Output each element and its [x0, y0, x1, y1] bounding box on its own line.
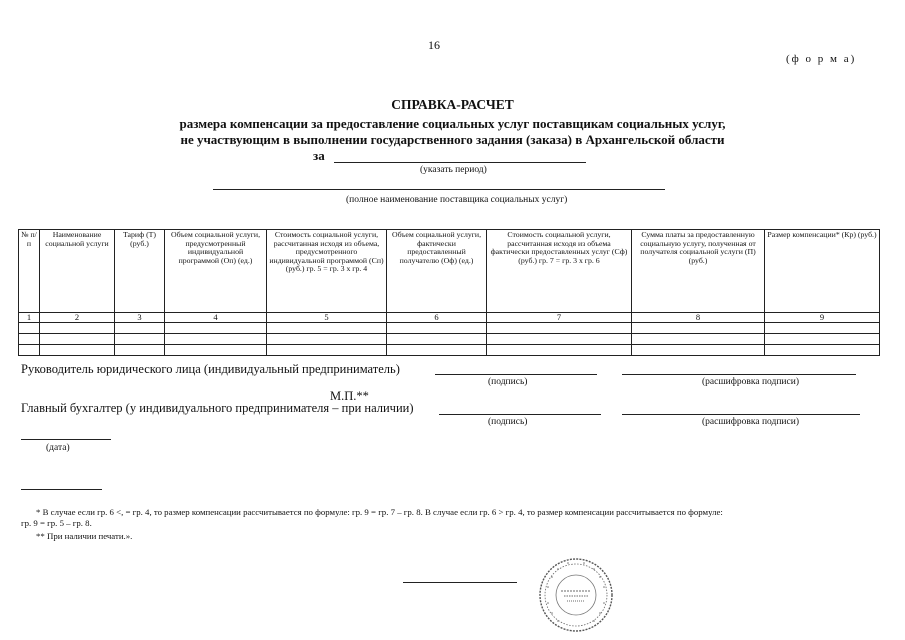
column-number: 3 — [115, 313, 165, 323]
table-header-row — [19, 230, 880, 313]
period-caption: (указать период) — [420, 165, 487, 175]
header-cell-number: № п/п — [19, 230, 40, 313]
table-row — [19, 345, 880, 356]
head-decoding-caption: (расшифровка подписи) — [702, 377, 799, 387]
column-number: 9 — [765, 313, 880, 323]
table-cell[interactable] — [19, 323, 40, 334]
document-subtitle-line2: не участвующим в выполнении государственного задания (заказа) в Архангельской области — [180, 132, 725, 147]
accountant-decoding-line[interactable] — [622, 414, 860, 415]
table-cell[interactable] — [765, 323, 880, 334]
column-number: 6 — [387, 313, 487, 323]
date-field-line[interactable] — [21, 439, 111, 440]
table-cell[interactable] — [387, 323, 487, 334]
table-cell[interactable] — [632, 334, 765, 345]
table-cell[interactable] — [267, 334, 387, 345]
table-cell[interactable] — [487, 345, 632, 356]
header-cell-tariff: Тариф (Т) (руб.) — [115, 230, 165, 313]
table-cell[interactable] — [632, 323, 765, 334]
form-label: (ф о р м а) — [786, 53, 857, 65]
document-title: СПРАВКА-РАСЧЕТ — [391, 97, 514, 112]
table-row — [19, 334, 880, 345]
table-cell[interactable] — [165, 334, 267, 345]
table-cell[interactable] — [487, 323, 632, 334]
date-caption: (дата) — [46, 443, 70, 453]
header-cell-payment: Сумма платы за предоставленную социальную услугу, полученная от получателя социальной услуги (П) (руб.) — [632, 230, 765, 313]
table-cell[interactable] — [115, 345, 165, 356]
head-decoding-line[interactable] — [622, 374, 856, 375]
column-number: 1 — [19, 313, 40, 323]
bottom-signature-line — [403, 582, 517, 583]
period-prefix: за — [313, 148, 325, 163]
table-cell[interactable] — [765, 345, 880, 356]
provider-field-line[interactable] — [213, 189, 665, 190]
table-cell[interactable] — [165, 345, 267, 356]
period-field-line[interactable] — [334, 162, 586, 163]
table-cell[interactable] — [387, 334, 487, 345]
footnote-divider — [21, 489, 102, 490]
column-number: 2 — [40, 313, 115, 323]
accountant-signature-caption: (подпись) — [488, 417, 528, 427]
table-cell[interactable] — [632, 345, 765, 356]
table-cell[interactable] — [487, 334, 632, 345]
column-number: 8 — [632, 313, 765, 323]
page-number: 16 — [428, 38, 440, 52]
table-cell[interactable] — [40, 323, 115, 334]
footnote-1-line1: * В случае если гр. 6 <, = гр. 4, то размер компенсации рассчитывается по формуле: гр. 9 = гр. 7 – гр. 8. В случае если гр. 6 > гр. 4, то размер компенсации рассчитывается по формуле: — [36, 507, 723, 517]
header-cell-planned-volume: Объем социальной услуги, предусмотренный индивидуальной программой (Оп) (ед.) — [165, 230, 267, 313]
column-number: 4 — [165, 313, 267, 323]
calculation-table — [18, 229, 880, 356]
seal-label: М.П.** — [330, 389, 369, 403]
head-signature-caption: (подпись) — [488, 377, 528, 387]
column-number-row — [19, 313, 880, 323]
round-seal-icon — [538, 557, 614, 633]
table-cell[interactable] — [387, 345, 487, 356]
header-cell-actual-cost: Стоимость социальной услуги, рассчитанная исходя из объема фактически предоставленных услуг (Сф) (руб.) гр. 7 = гр. 3 х гр. 6 — [487, 230, 632, 313]
table-cell[interactable] — [40, 345, 115, 356]
table-cell[interactable] — [267, 323, 387, 334]
accountant-signature-line[interactable] — [439, 414, 601, 415]
head-signature-label: Руководитель юридического лица (индивидуальный предприниматель) — [21, 362, 400, 376]
table-cell[interactable] — [19, 334, 40, 345]
column-number: 5 — [267, 313, 387, 323]
provider-caption: (полное наименование поставщика социальных услуг) — [346, 195, 568, 205]
header-cell-service-name: Наименование социальной услуги — [40, 230, 115, 313]
accountant-decoding-caption: (расшифровка подписи) — [702, 417, 799, 427]
head-signature-line[interactable] — [435, 374, 597, 375]
header-cell-compensation: Размер компенсации* (Кр) (руб.) — [765, 230, 880, 313]
table-cell[interactable] — [267, 345, 387, 356]
header-cell-actual-volume: Объем социальной услуги, фактически предоставленный получателю (Оф) (ед.) — [387, 230, 487, 313]
table-cell[interactable] — [165, 323, 267, 334]
footnote-2: ** При наличии печати.». — [36, 531, 133, 541]
document-subtitle-line1: размера компенсации за предоставление социальных услуг поставщикам социальных услуг, — [179, 116, 726, 131]
table-cell[interactable] — [115, 334, 165, 345]
table-cell[interactable] — [40, 334, 115, 345]
table-row — [19, 323, 880, 334]
accountant-signature-label: Главный бухгалтер (у индивидуального предпринимателя – при наличии) — [21, 401, 414, 415]
column-number: 7 — [487, 313, 632, 323]
table-cell[interactable] — [19, 345, 40, 356]
table-cell[interactable] — [115, 323, 165, 334]
footnote-1-line2: гр. 9 = гр. 5 – гр. 8. — [21, 518, 92, 528]
header-cell-planned-cost: Стоимость социальной услуги, рассчитанная исходя из объема, предусмотренного индивидуальной программой (Сп) (руб.) гр. 5 = гр. 3 х гр. 4 — [267, 230, 387, 313]
table-cell[interactable] — [765, 334, 880, 345]
